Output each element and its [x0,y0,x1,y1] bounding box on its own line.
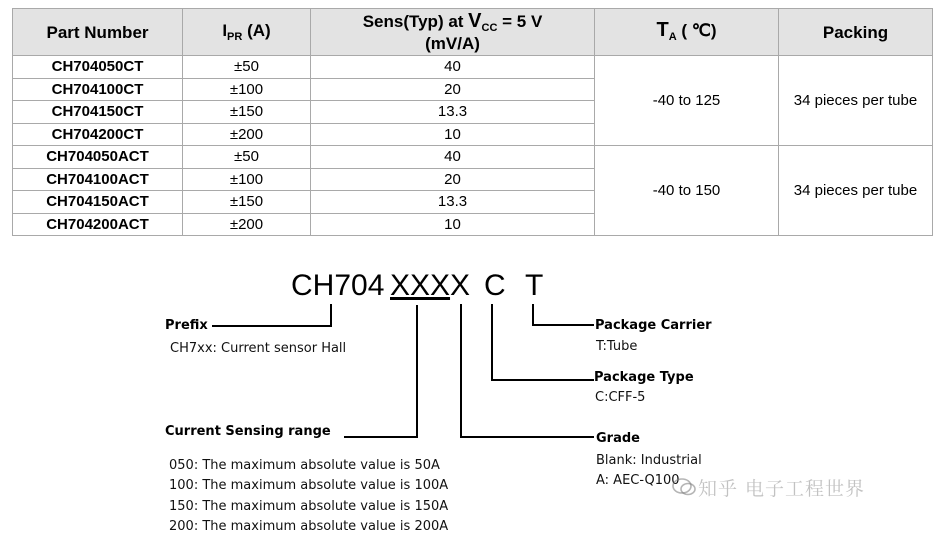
cell-part: CH704100CT [13,78,183,101]
connector-type-vertical [491,304,493,381]
code-package-type: C [484,269,506,302]
header-part-number: Part Number [13,9,183,56]
connector-range-vertical [416,305,418,438]
cell-sens: 13.3 [311,101,595,124]
cell-ipr: ±150 [183,191,311,214]
cell-packing-group1: 34 pieces per tube [779,56,933,146]
connector-type-horizontal [491,379,594,381]
range-line: 150: The maximum absolute value is 150A [169,499,449,514]
carrier-title: Package Carrier [595,318,712,333]
connector-prefix-horizontal [212,325,332,327]
part-number-table [12,8,933,236]
table-header-row [13,9,933,56]
connector-carrier-vertical [532,304,534,326]
header-sensitivity [311,9,595,56]
code-prefix: CH704 [291,269,385,302]
cell-ta-group1: -40 to 125 [595,56,779,146]
type-title: Package Type [594,370,694,385]
code-package-carrier: T [525,269,544,302]
header-ipr-unit: (A) [247,21,271,40]
connector-grade-horizontal [460,436,594,438]
connector-prefix-vertical [330,304,332,327]
cell-part: CH704100ACT [13,168,183,191]
cell-ipr: ±50 [183,146,311,169]
cell-ipr: ±200 [183,123,311,146]
header-ipr-sub: PR [227,31,243,43]
type-desc: C:CFF-5 [595,390,646,405]
prefix-desc: CH7xx: Current sensor Hall [170,341,347,356]
cell-part: CH704200CT [13,123,183,146]
range-line: 100: The maximum absolute value is 100A [169,478,449,493]
header-sens-unit: (mV/A) [425,33,480,53]
cell-packing-group2: 34 pieces per tube [779,146,933,236]
cell-ipr: ±50 [183,56,311,79]
connector-grade-vertical [460,304,462,438]
cell-part: CH704150ACT [13,191,183,214]
header-ipr-main: I [222,21,228,40]
header-ta-sub: A [668,31,677,43]
cell-sens: 40 [311,146,595,169]
cell-part: CH704150CT [13,101,183,124]
cell-ipr: ±100 [183,168,311,191]
cell-sens: 20 [311,78,595,101]
cell-ipr: ±200 [183,213,311,236]
range-line: 050: The maximum absolute value is 50A [169,458,440,473]
header-sens-voltage: = 5 V [497,11,543,31]
cell-sens: 10 [311,213,595,236]
chat-bubble-icon [672,477,698,502]
table-row [13,56,933,79]
connector-carrier-horizontal [532,324,594,326]
connector-range-horizontal [344,436,418,438]
watermark-text: 知乎 电子工程世界 [698,478,866,500]
carrier-desc: T:Tube [596,339,638,354]
prefix-title: Prefix [165,318,208,333]
cell-sens: 20 [311,168,595,191]
cell-part: CH704050ACT [13,146,183,169]
cell-part: CH704200ACT [13,213,183,236]
cell-sens: 13.3 [311,191,595,214]
code-range: XXX [390,269,451,302]
cell-sens: 10 [311,123,595,146]
cell-ipr: ±100 [183,78,311,101]
header-sens-v: V [468,9,482,32]
header-sens-sub: CC [481,21,498,34]
cell-ipr: ±150 [183,101,311,124]
grade-title: Grade [596,431,640,446]
watermark [672,474,865,502]
header-ipr [183,9,311,56]
code-grade: X [450,269,471,302]
header-ta [595,9,779,56]
table-row [13,146,933,169]
cell-sens: 40 [311,56,595,79]
header-ta-main: T [656,19,669,41]
header-sens-label: Sens(Typ) at [362,11,469,31]
header-packing: Packing [779,9,933,56]
grade-line: Blank: Industrial [596,453,702,468]
header-ta-unit: ( ℃) [676,21,717,40]
range-line: 200: The maximum absolute value is 200A [169,519,449,534]
cell-part: CH704050CT [13,56,183,79]
cell-ta-group2: -40 to 150 [595,146,779,236]
range-title: Current Sensing range [165,424,331,439]
grade-line: A: AEC-Q100 [596,473,680,488]
